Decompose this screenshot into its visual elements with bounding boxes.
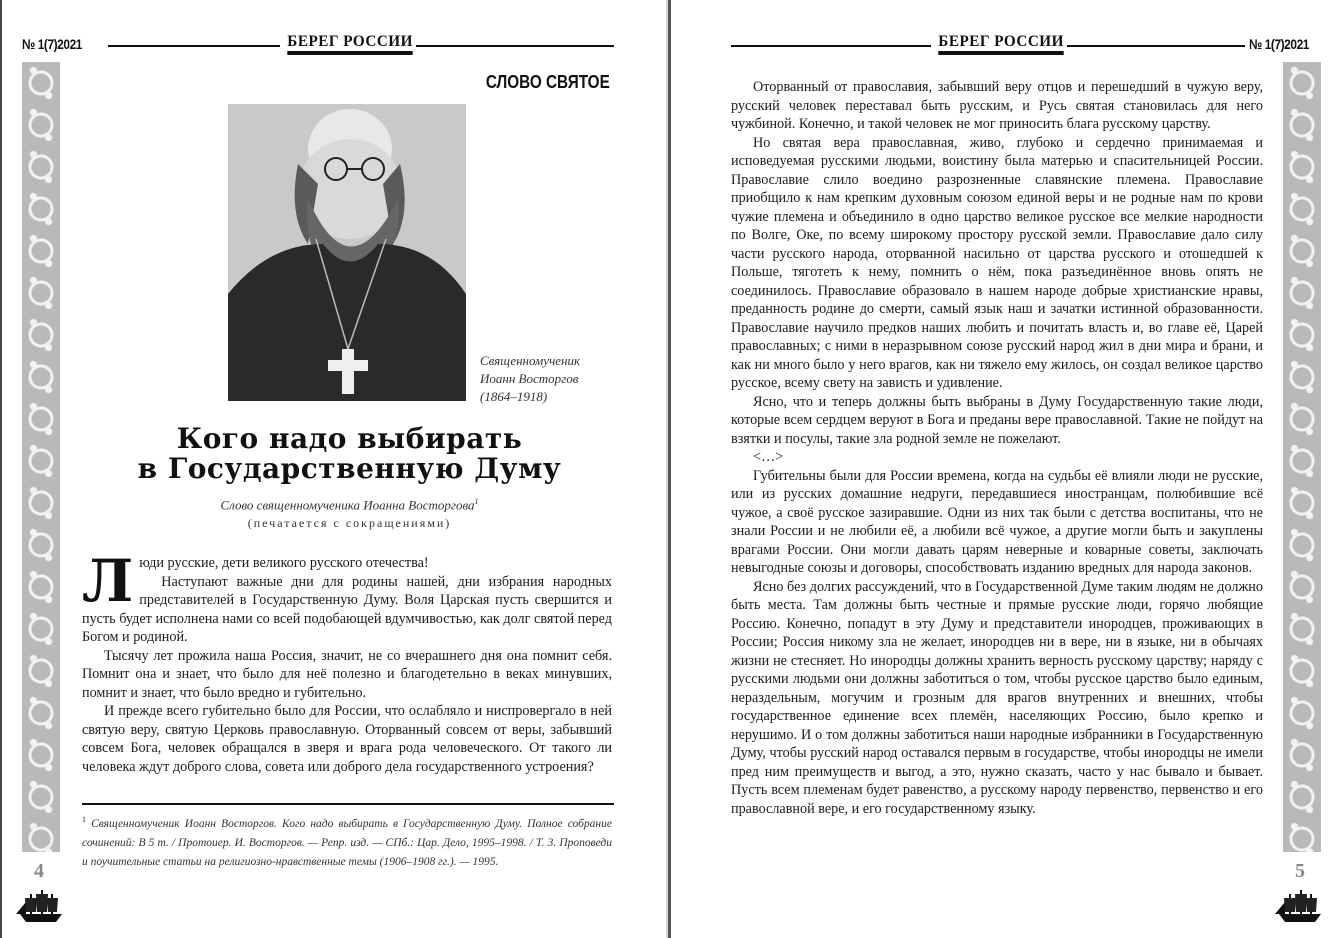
abridged-note: (печатается с сокращениями) (247, 516, 452, 530)
page-number: 4 (34, 860, 44, 882)
floral-ornament-icon (1283, 62, 1321, 852)
footnote-marker: 1 (82, 815, 86, 824)
title-line: Кого надо выбирать (176, 422, 523, 455)
article-body-right (731, 78, 1263, 818)
article-subtitle (82, 497, 617, 513)
drop-cap: Л (82, 547, 134, 615)
issue-number: № 1(7)2021 (1249, 36, 1309, 52)
portrait-photo (228, 104, 466, 401)
floral-ornament-icon (22, 62, 60, 852)
paragraph: юди русские, дети великого русского отечества! (139, 555, 429, 571)
header-rule-right (1067, 45, 1245, 47)
portrait-icon (228, 104, 466, 401)
section-label: СЛОВО СВЯТОЕ (486, 72, 610, 92)
page-number: 5 (1295, 860, 1305, 882)
caption-line: (1864–1918) (480, 389, 548, 404)
masthead: БЕРЕГ РОССИИ (938, 34, 1064, 55)
subtitle-text: Слово священномученика Иоанна Восторгова (220, 497, 475, 513)
footnote (82, 810, 612, 872)
paragraph: И прежде всего губительно было для России, что ослабляло и ниспровергало в ней святую веру, святую Церковь православную. Оторванный совсем от веры, забывший совсем Бога, человек обращался в зверя и врага рода человеческого. От такого ли человека ждут доброго слова, совета или доброго дела государственного устроения? (82, 703, 612, 775)
photo-caption (480, 352, 580, 406)
article-title (82, 424, 617, 484)
header-rule-left (108, 45, 280, 47)
paragraph: Тысячу лет прожила наша Россия, значит, не со вчерашнего дня она помнит себя. Помнит она и знает, что было для неё полезно и благодетельно в веках минувших, помнит и знает, что было вредно и губительно. (82, 647, 612, 701)
paragraph: Ясно без долгих рассуждений, что в Государственной Думе таким людям не должно быть места. Там должны быть честные и прямые русские люди, горячо любящие Россию. Конечно, попадут в эту Думу и представители инородцев, проживающих в России; Россия никому зла не желает, инородцев ни в вере, ни в языке, ни в обычаях жизни не стесняет. Но инородцы должны хранить верность русскому царству; наряду с русскими людьми они должны заботиться о том, чтобы русское царство было единым, нераздельным, могучим и грозным для врагов внутренних и внешних, чтобы государственное единение всех племён, населяющих Россию, было крепко и нерушимо. И о том должны заботиться наши народные избранники в Государственную Думу, чтобы русский народ оставался первым в государстве, чтобы инородцы не имели пред ним преимуществ и выгод, а это, нужно сказать, часто у нас бывало и бывает. Пусть всем племенам будет равенство, а русскому народу первенство, первенство и его православной вере, и его государственному языку. (731, 578, 1263, 817)
article-body-left (82, 547, 612, 776)
caption-line: Священномученик (480, 353, 581, 368)
header-rule-left (731, 45, 931, 47)
sailing-ship-icon (1275, 888, 1325, 926)
footnote-text: Священномученик Иоанн Восторгов. Кого надо выбирать в Государственную Думу. Полное собрание сочинений: В 5 т. / Протоиер. И. Восторгов. — Репр. изд. — СПб.: Цар. Дело, 1995–1998. / Т. 3. Проповеди и поучительные статьи на религиозно-нравственные темы (1906–1908 гг.). — 1995. (82, 817, 612, 868)
ellipsis-marker: <…> (753, 449, 784, 465)
masthead: БЕРЕГ РОССИИ (287, 34, 413, 55)
sailing-ship-icon (16, 888, 66, 926)
paragraph: Оторванный от православия, забывший веру отцов и перешедший в чужую веру, русский человек переставал быть русским, и Русь святая становилась для него чужбиной. Конечно, и такой человек не мог приносить блага русскому царству. (731, 79, 1263, 132)
header-rule-right (416, 45, 614, 47)
issue-number: № 1(7)2021 (22, 36, 82, 52)
paragraph: Ясно, что и теперь должны быть выбраны в Думу Государственную такие люди, которые всем сердцем веруют в Бога и преданы вере православной. Такие не пойдут на взятки и посулы, такие зла родной земле не пожелают. (731, 393, 1263, 447)
paragraph: Но святая вера православная, живо, глубоко и сердечно принимаемая и исповедуемая русскими людьми, воистину была матерью и спасительницей России. Православие слило воедино разрозненные славянские племена. Православие приобщило к нам крепким духовным союзом единой веры и не родные нам по крови чужие племена и объединило в одно царство великое русское все мелкие народности по Волге, Оке, по всему широкому простору русской земли. Православие дало силу части русского народа, оторванной насильно от царства русского и отошедшей к Польше, тяготеть к нему, помнить о нём, пока разъединённое вновь опять не соединилось. Православие образовало в нашем народе добрые христианские нравы, преданность родине до смерти, самый язык наш и зачатки истинной образованности. Православие научило предков наших любить и почитать власть и, во главе её, Царей православных; с ними в неразрывном союзе русский народ жил в дни мира и брани, и как ни много было у него врагов, как ни тяжело ему жилось, он создал великое царство русское, всему свету на зависть и удивление. (731, 134, 1263, 391)
footnote-rule (82, 803, 614, 805)
title-line: в Государственную Думу (137, 452, 562, 485)
paragraph: Губительны были для России времена, когда на судьбы её влияли люди не русские, или из русских домашние недруги, передавшиеся иностранцам, полюбившие всё чужое, а своё русское зазиравшие. Одни из них так были с детства воспитаны, что не знали России и не любили её, а любили всё чужое, а другие могли быть и закуплены врагами России. Они могли давать царям неверные и коварные советы, заключать невыгодные союзы и договоры, способствовать изданию вредных для народа законов. (731, 467, 1263, 576)
left-page (2, 0, 666, 938)
footnote-ref[interactable]: 1 (474, 497, 479, 506)
caption-line: Иоанн Восторгов (480, 371, 579, 386)
paragraph: Наступают важные дни для родины нашей, дни избрания народных представителей в Государственную Думу. Воля Царская пусть свершится и пусть будет исполнена нами со всей подобающей вдумчивостью, как долг святой перед Богом и родиной. (82, 573, 612, 645)
